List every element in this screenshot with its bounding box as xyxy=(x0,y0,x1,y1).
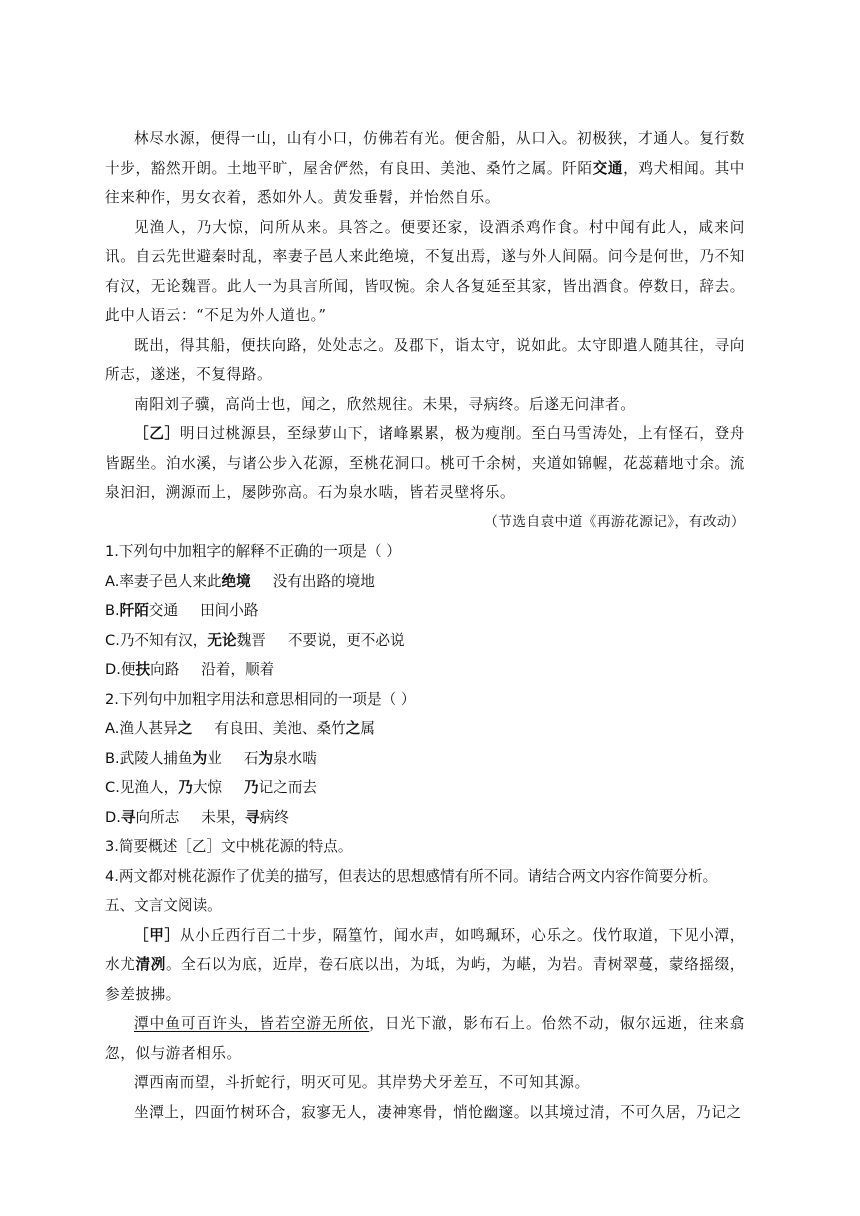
text: 明日过桃源县，至绿萝山下，诸峰累累，极为瘦削。至白马雪涛处，上有怪石，登舟皆踞坐。泊水溪，与诸公步入花源，至桃花洞口。桃可千余树，夹道如锦幄，花蕊藉地寸余。流泉汩汩，溯源而上，屡陟弥高。石为泉水啮，皆若灵壁将乐。 xyxy=(105,425,746,501)
option-text: B. xyxy=(105,602,120,619)
question-2-stem: 2.下列句中加粗字用法和意思相同的一项是（ ） xyxy=(105,690,416,708)
question-2-option-a xyxy=(105,714,745,744)
option-text: 泉水啮 xyxy=(273,749,317,767)
question-4: 4.两文都对桃花源作了优美的描写，但表达的思想感情有所不同。请结合两文内容作简要分析。 xyxy=(105,867,718,885)
passage-jia-paragraph-2 xyxy=(105,1009,745,1068)
question-2-option-d xyxy=(105,803,745,833)
bold-term: 阡陌 xyxy=(119,602,149,619)
option-text: 病终 xyxy=(259,808,289,826)
option-text: A.渔人甚异 xyxy=(105,720,178,737)
passage-jia-paragraph-3: 潭西南而望，斗折蛇行，明灭可见。其岸势犬牙差互，不可知其源。 xyxy=(134,1074,590,1091)
option-text: B.武陵人捕鱼 xyxy=(105,749,193,767)
text: 从小丘西行百二十步，隔篁竹，闻水声，如鸣珮环，心乐之。伐竹取道，下见小潭，水尤 xyxy=(105,926,746,973)
bold-term: 扶 xyxy=(135,661,151,678)
passage-tag: ［乙］ xyxy=(134,425,180,442)
option-text: D. xyxy=(105,808,121,826)
section-5-heading: 五、文言文阅读。 xyxy=(105,897,222,914)
option-gloss: 沿着，顺着 xyxy=(201,661,275,678)
option-text: 有良田、美池、桑竹 xyxy=(214,720,346,737)
text: 。全石以为底，近岸，卷石底以出，为坻，为屿，为嵁，为岩。青树翠蔓，蒙络摇缀，参差披拂。 xyxy=(105,956,745,1003)
option-text: 记之而去 xyxy=(258,779,318,796)
text: 林尽水源，便得一山，山有小口，仿佛若有光。便舍船，从口入。初极狭，才通人。复行数十步，豁然开朗。土地平旷，屋舍俨然，有良田、美池、桑竹之属。阡陌 xyxy=(105,130,745,177)
question-1-option-c xyxy=(105,626,745,656)
passage-yi-paragraph-4: 南阳刘子骥，高尚士也，闻之，欣然规往。未果，寻病终。后遂无问津者。 xyxy=(134,395,636,413)
option-text: D.便 xyxy=(105,661,136,678)
text: ，日光下澈，影布石上。佁然不动，俶尔远逝，往来翕忽，似与游者相乐。 xyxy=(105,1015,745,1062)
option-text: 向路 xyxy=(150,661,180,678)
bold-term: 乃 xyxy=(244,779,259,796)
passage-yi-paragraph-1 xyxy=(105,124,745,213)
source-citation: （节选自袁中道《再游花源记》，有改动） xyxy=(484,513,745,530)
question-3: 3.简要概述［乙］文中桃花源的特点。 xyxy=(105,838,353,855)
passage-jia-paragraph-1 xyxy=(105,921,745,1010)
option-text: 大惊 xyxy=(192,779,223,796)
option-text: A.率妻子邑人来此 xyxy=(105,572,222,590)
bold-term: 乃 xyxy=(178,779,193,796)
passage-jia-paragraph-4: 坐潭上，四面竹树环合，寂寥无人，凄神寒骨，悄怆幽邃。以其境过清，不可久居，乃记之 xyxy=(134,1103,742,1121)
option-text: 向所志 xyxy=(135,808,180,826)
text: ，鸡犬相闻。其中往来种作，男女衣着，悉如外人。黄发垂髫，并怡然自乐。 xyxy=(105,159,746,206)
option-text: 未果， xyxy=(201,808,246,826)
option-text: C.见渔人， xyxy=(105,779,179,796)
option-text: 业 xyxy=(207,749,222,767)
option-text: C.乃不知有汉， xyxy=(105,631,208,649)
passage-tag: ［甲］ xyxy=(134,926,180,944)
question-1-option-d xyxy=(105,655,745,685)
bold-term: 之 xyxy=(345,720,361,737)
bold-term: 为 xyxy=(192,749,208,767)
passage-yi-paragraph-5 xyxy=(105,419,745,508)
document-page xyxy=(105,124,745,1127)
bold-term: 为 xyxy=(258,749,274,767)
option-gloss: 田间小路 xyxy=(200,602,259,619)
bold-term: 清冽 xyxy=(135,956,166,973)
passage-yi-paragraph-2: 见渔人，乃大惊，问所从来。具答之。便要还家，设酒杀鸡作食。村中闻有此人，咸来问讯。自云先世避秦时乱，率妻子邑人来此绝境，不复出焉，遂与外人间隔。问今是何世，乃不知有汉，无论魏晋。此人一为具言所闻，皆叹惋。余人各复延至其家，皆出酒食。停数日，辞去。此中人语云：“不足为外人道也。” xyxy=(105,218,745,324)
option-text: 交通 xyxy=(148,602,179,619)
bold-term: 寻 xyxy=(120,808,136,826)
bold-term: 寻 xyxy=(245,808,260,826)
passage-yi-paragraph-3: 既出，得其船，便扶向路，处处志之。及郡下，诣太守，说如此。太守即遣人随其往，寻向所志，遂迷，不复得路。 xyxy=(105,336,745,383)
question-1-option-a xyxy=(105,567,745,597)
bold-term: 之 xyxy=(177,720,193,737)
question-1-stem: 1.下列句中加粗字的解释不正确的一项是（ ） xyxy=(105,543,401,560)
option-text: 魏晋 xyxy=(236,631,266,649)
option-gloss: 没有出路的境地 xyxy=(272,572,375,590)
bold-term: 无论 xyxy=(207,631,237,649)
option-text: 属 xyxy=(360,720,375,737)
underlined-sentence: 潭中鱼可百许头，皆若空游无所依 xyxy=(134,1015,370,1032)
question-2-option-b xyxy=(105,744,745,774)
option-gloss: 不要说，更不必说 xyxy=(287,631,405,649)
bold-term: 交通 xyxy=(592,159,624,177)
question-2-option-c xyxy=(105,773,745,803)
question-1-option-b xyxy=(105,596,745,626)
option-text: 石 xyxy=(243,749,259,767)
bold-term: 绝境 xyxy=(221,572,251,590)
